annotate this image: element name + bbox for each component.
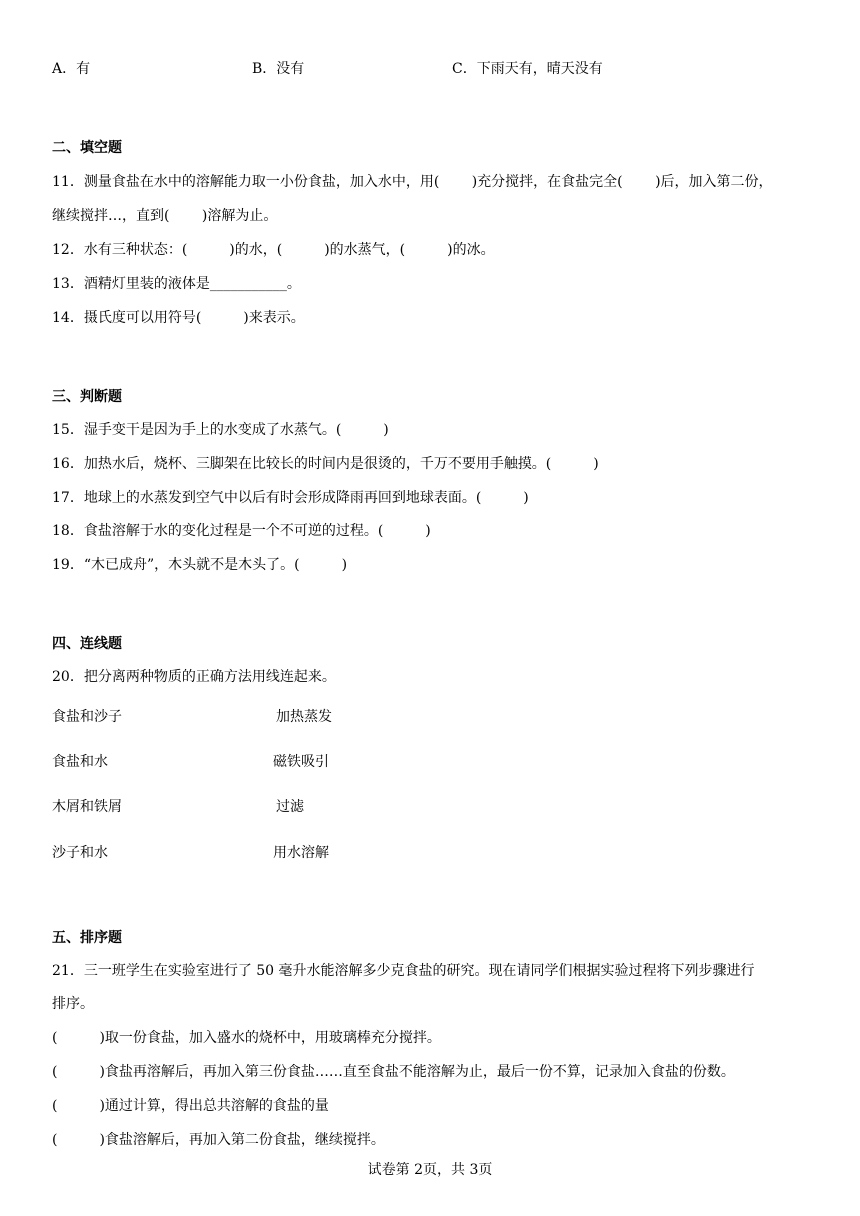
match-right-item: 过滤	[276, 799, 304, 815]
choice-a: A．有	[52, 61, 91, 77]
question-11-line2: 继续搅拌…，直到( )溶解为止。	[52, 208, 278, 224]
question-13: 13．酒精灯里装的液体是___________。	[52, 276, 301, 292]
ordering-step: ( )食盐再溶解后，再加入第三份食盐……直至食盐不能溶解为止，最后一份不算，记录加入食盐的份数。	[52, 1064, 735, 1080]
ordering-step: ( )通过计算，得出总共溶解的食盐的量	[52, 1098, 329, 1114]
match-left-item: 沙子和水	[52, 845, 108, 861]
question-15: 15．湿手变干是因为手上的水变成了水蒸气。( )	[52, 422, 389, 438]
question-19: 19．“木已成舟”，木头就不是木头了。( )	[52, 557, 348, 573]
match-left-item: 木屑和铁屑	[52, 799, 122, 815]
question-21-line2: 排序。	[52, 996, 94, 1012]
question-11-line1: 11．测量食盐在水中的溶解能力取一小份食盐，加入水中，用( )充分搅拌，在食盐完全( )后，加入第二份，	[52, 174, 773, 190]
question-14: 14．摄氏度可以用符号( )来表示。	[52, 310, 305, 326]
question-21-line1: 21．三一班学生在实验室进行了 50 毫升水能溶解多少克食盐的研究。现在请同学们根据实验过程将下列步骤进行	[52, 963, 755, 979]
match-right-item: 加热蒸发	[276, 709, 332, 725]
section-heading-fill-blank: 二、填空题	[52, 140, 122, 156]
question-17: 17．地球上的水蒸发到空气中以后有时会形成降雨再回到地球表面。( )	[52, 490, 529, 506]
choice-b: B．没有	[252, 61, 305, 77]
question-16: 16．加热水后，烧杯、三脚架在比较长的时间内是很烫的，千万不要用手触摸。( )	[52, 456, 599, 472]
page-footer: 试卷第 2页，共 3页	[367, 1162, 493, 1178]
match-left-item: 食盐和水	[52, 754, 108, 770]
section-heading-true-false: 三、判断题	[52, 389, 122, 405]
choice-c: C．下雨天有，晴天没有	[452, 61, 603, 77]
ordering-step: ( )取一份食盐，加入盛水的烧杯中，用玻璃棒充分搅拌。	[52, 1030, 441, 1046]
question-12: 12．水有三种状态：( )的水，( )的水蒸气，( )的冰。	[52, 242, 495, 258]
section-heading-ordering: 五、排序题	[52, 930, 122, 946]
ordering-step: ( )食盐溶解后，再加入第二份食盐，继续搅拌。	[52, 1132, 385, 1148]
section-heading-matching: 四、连线题	[52, 636, 122, 652]
question-20: 20．把分离两种物质的正确方法用线连起来。	[52, 669, 336, 685]
match-left-item: 食盐和沙子	[52, 709, 122, 725]
question-18: 18．食盐溶解于水的变化过程是一个不可逆的过程。( )	[52, 523, 431, 539]
match-right-item: 磁铁吸引	[273, 754, 329, 770]
match-right-item: 用水溶解	[273, 845, 329, 861]
